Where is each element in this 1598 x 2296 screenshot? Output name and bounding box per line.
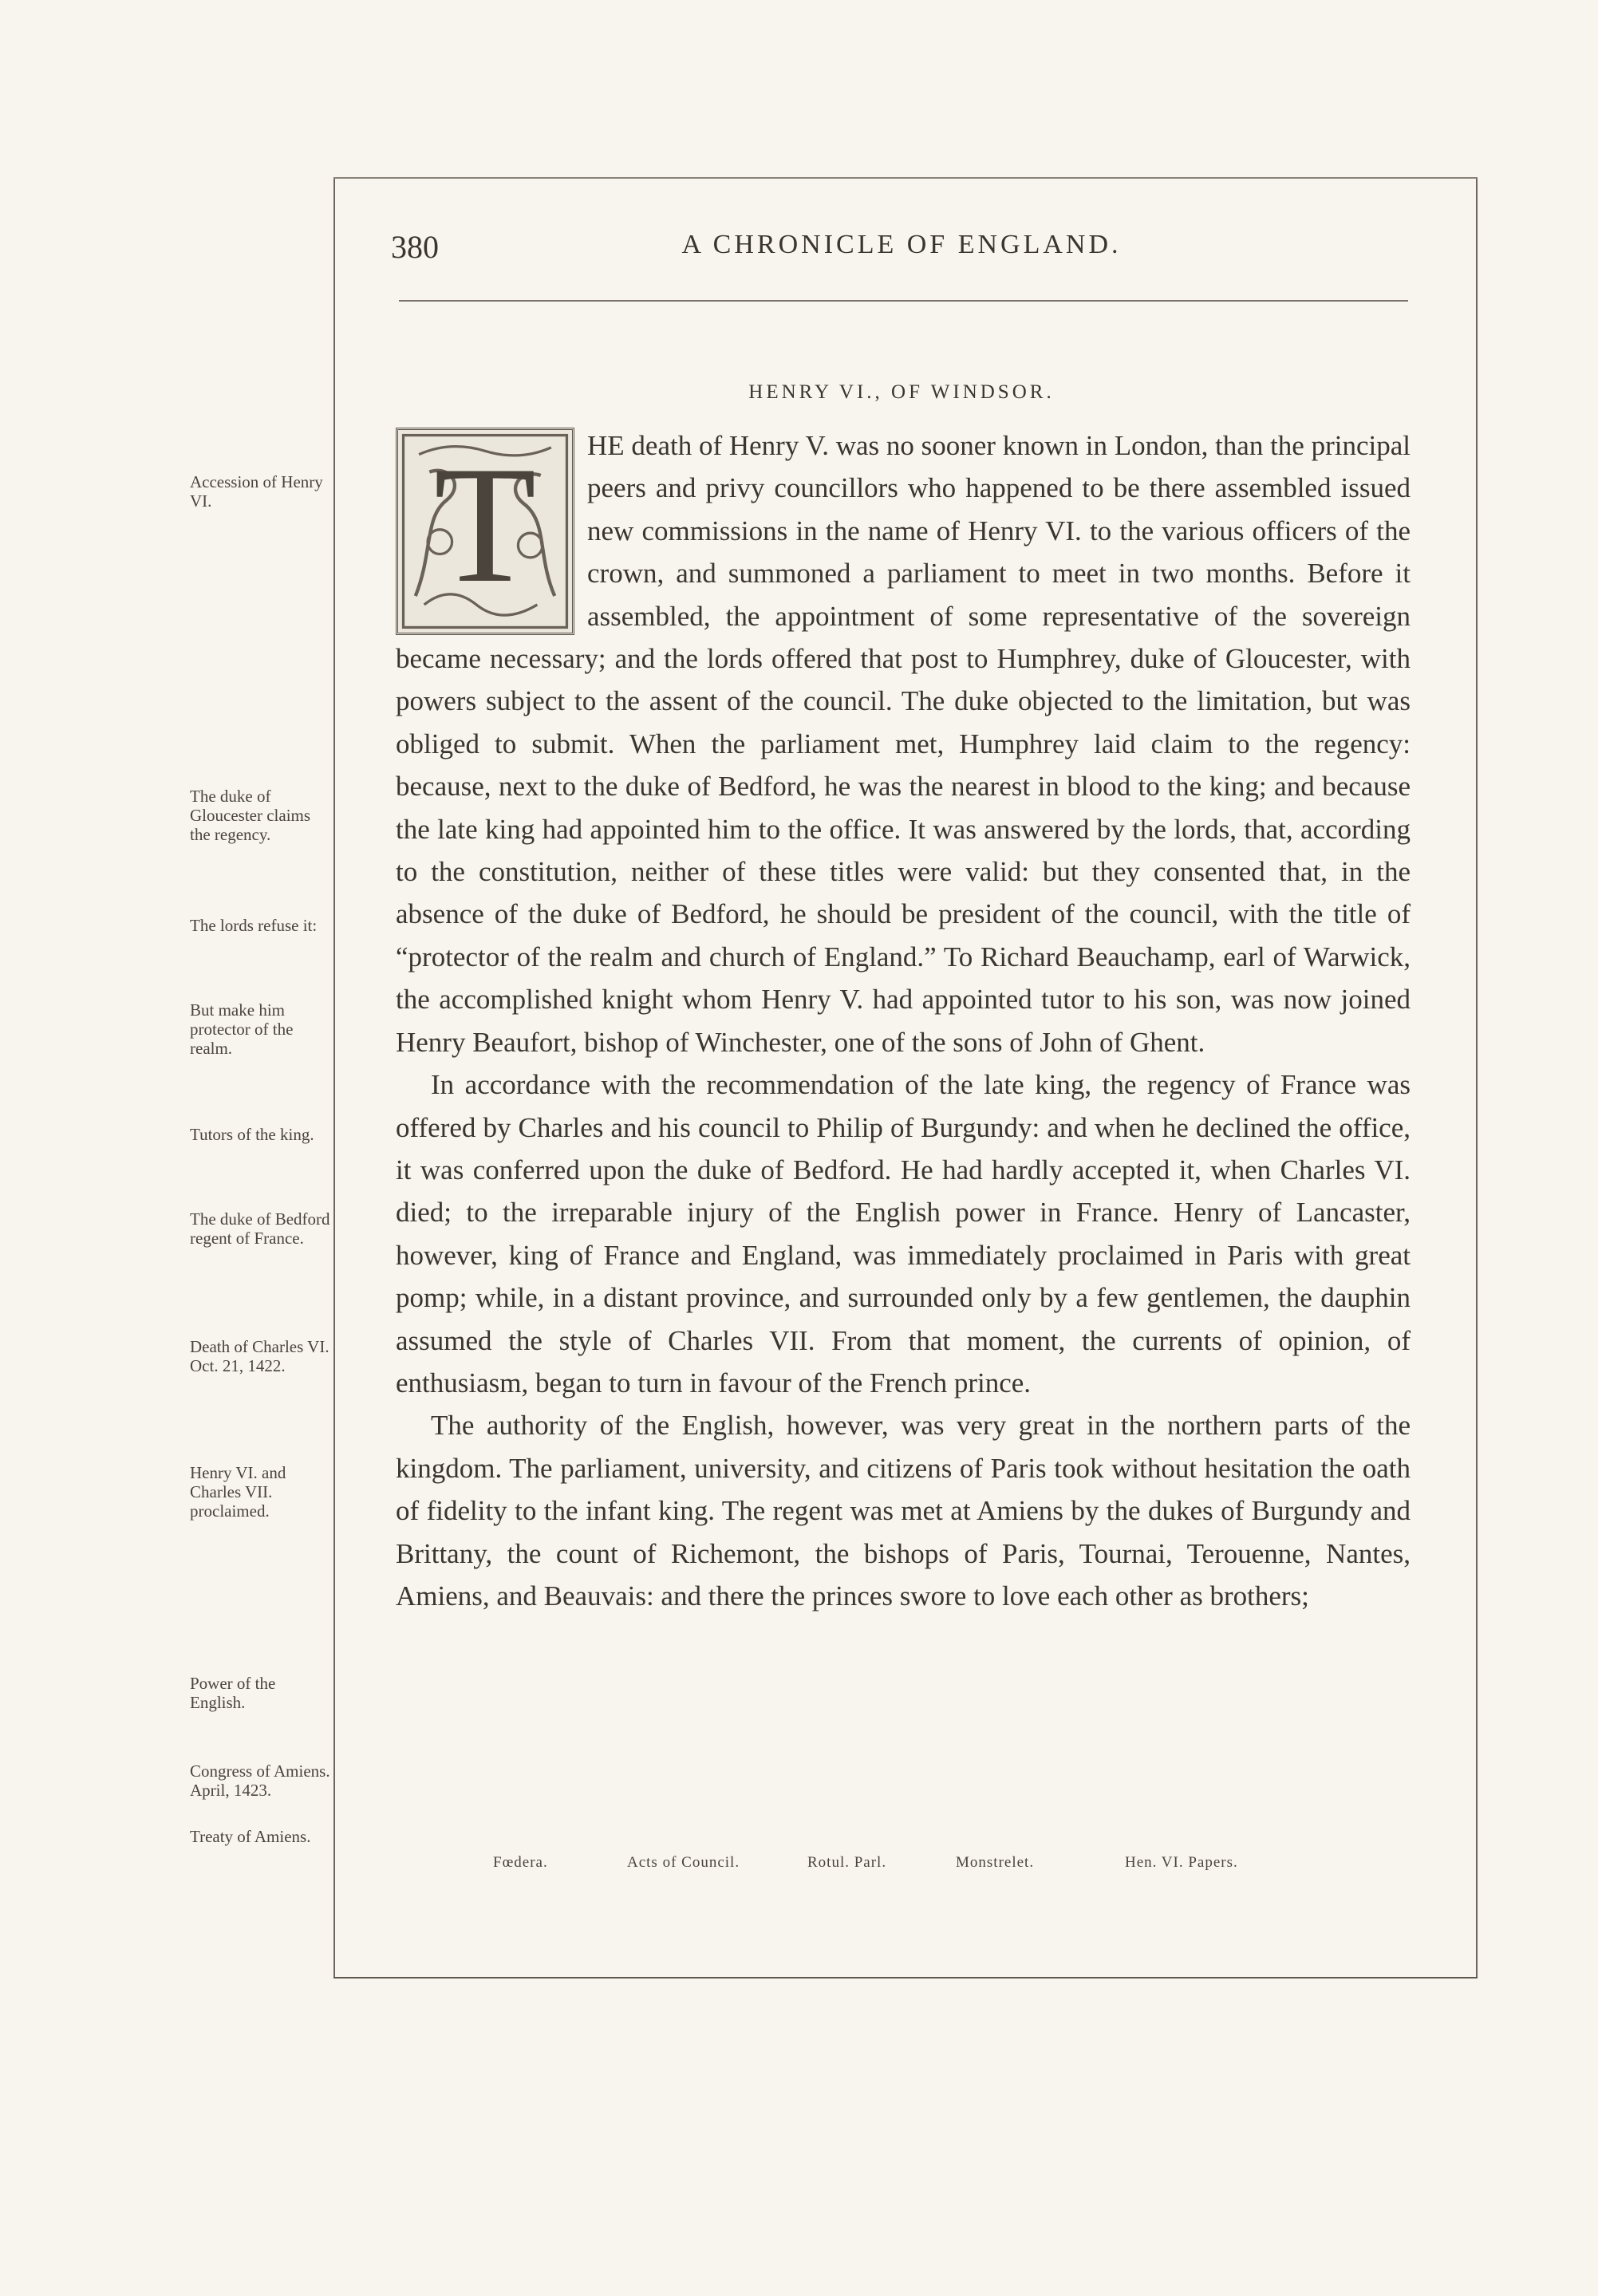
paragraph-1-text: HE death of Henry V. was no sooner known in London, than the principal peers and privy councillors who happened to be there assembled issued new commissions in the name of Henry VI. to the various officers of the crown, and summoned a parliament to meet in two months. Before it assembled, the appointment of some representative of the sovereign became necessary; and the lords offered that post to Humphrey, duke of Gloucester, with powers subject to the assent of the council. The duke objected to the limitation, but was obliged to submit. When the parliament met, Humphrey laid claim to the regency: because, next to the duke of Bedford, he was the nearest in blood to the king; and because the late king had appointed him to the office. It was answered by the lords, that, according to the constitution, neither of these titles were valid: but they consented that, in the absence of the duke of Bedford, he should be president of the council, with the title of “protector of the realm and church of England.” To Richard Beauchamp, earl of Warwick, the accomplished knight whom Henry V. had appointed tutor to his son, was now joined Henry Beaufort, bishop of Winchester, one of the sons of John of Ghent. xyxy=(396,430,1411,1058)
drop-cap-ornament xyxy=(396,428,574,635)
footer-source: Monstrelet. xyxy=(956,1854,1035,1871)
margin-note: Henry VI. and Charles VII. proclaimed. xyxy=(190,1463,286,1521)
margin-note: Power of the English. xyxy=(190,1674,276,1712)
running-title: A CHRONICLE OF ENGLAND. xyxy=(681,230,1122,259)
page-number: 380 xyxy=(391,229,439,265)
margin-note: Congress of Amiens. April, 1423. xyxy=(190,1761,330,1800)
footer-sources xyxy=(391,1854,1412,1886)
page-header xyxy=(391,228,1412,268)
main-text xyxy=(396,424,1411,1617)
margin-note: But make him protector of the realm. xyxy=(190,1000,294,1058)
paragraph-2: In accordance with the recommendation of the late king, the regency of France was offered by Charles and his council to Philip of Burgundy: and when he declined the office, it was conferred upon the duke of Bedford. He had hardly accepted it, when Charles VI. died; to the irreparable injury of the English power in France. Henry of Lancaster, however, king of France and England, was immediately proclaimed in Paris with great pomp; while, in a distant province, and surrounded only by a few gentlemen, the dauphin assumed the style of Charles VII. From that moment, the currents of opinion, of enthusiasm, began to turn in favour of the French prince. xyxy=(396,1069,1411,1399)
frame-top-rule xyxy=(333,177,1478,179)
margin-note: The duke of Gloucester claims the regency. xyxy=(190,787,311,844)
footer-source: Fœdera. xyxy=(493,1854,548,1871)
frame-bottom-rule xyxy=(333,1977,1478,1978)
margin-note: Death of Charles VI. Oct. 21, 1422. xyxy=(190,1337,329,1375)
margin-note: Tutors of the king. xyxy=(190,1125,314,1144)
margin-note: The lords refuse it: xyxy=(190,916,318,935)
footer-source: Rotul. Parl. xyxy=(807,1854,887,1871)
drop-cap-letter: T xyxy=(433,432,537,617)
section-title: HENRY VI., OF WINDSOR. xyxy=(748,381,1055,403)
paragraph-1 xyxy=(396,424,1411,1063)
footer-source: Hen. VI. Papers. xyxy=(1125,1854,1238,1871)
paragraph-3: The authority of the English, however, was very great in the northern parts of the kingdom. The parliament, university, and citizens of Paris took without hesitation the oath of fidelity to the infant king. The regent was met at Amiens by the dukes of Burgundy and Brittany, the count of Richemont, the bishops of Paris, Tournai, Terouenne, Nantes, Amiens, and Beauvais: and there the princes swore to love each other as brothers; xyxy=(396,1410,1411,1612)
margin-note: The duke of Bedford regent of France. xyxy=(190,1209,330,1248)
margin-note: Accession of Henry VI. xyxy=(190,472,323,511)
footer-source: Acts of Council. xyxy=(627,1854,740,1871)
header-rule xyxy=(399,300,1408,302)
margin-note: Treaty of Amiens. xyxy=(190,1827,311,1846)
